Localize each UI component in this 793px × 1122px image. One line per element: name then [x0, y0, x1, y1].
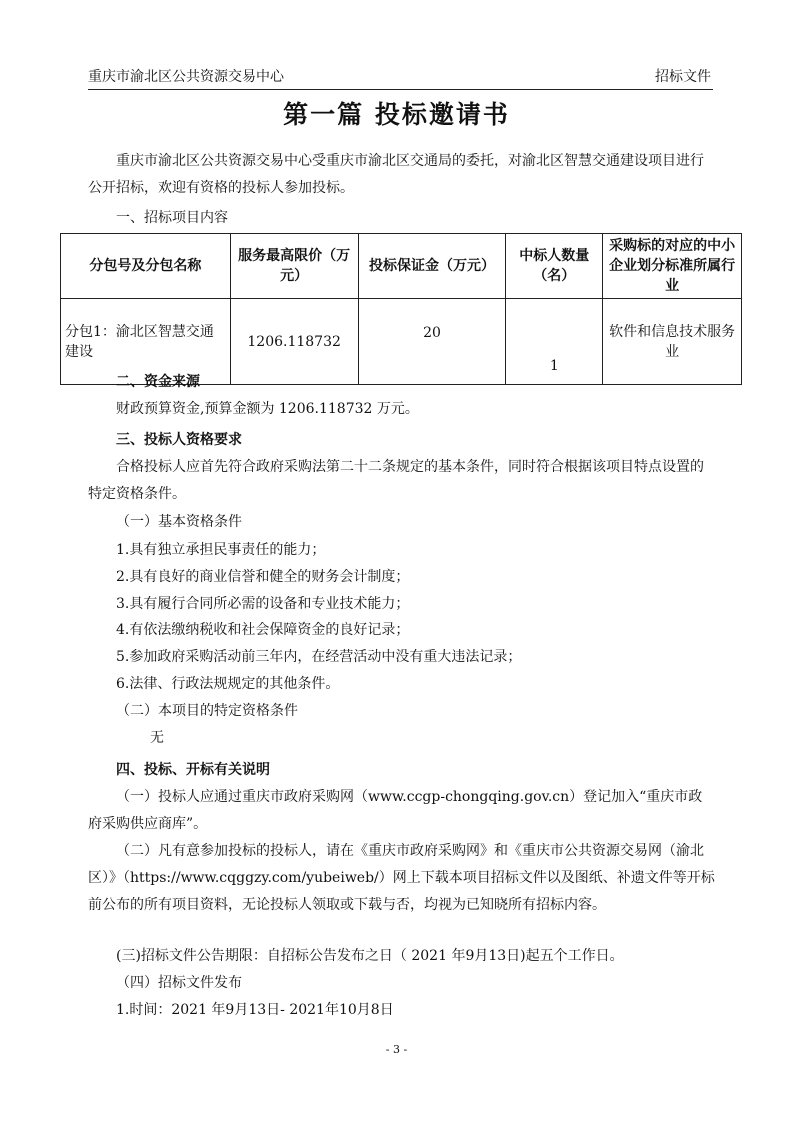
section3-heading: 三、投标人资格要求	[116, 432, 242, 448]
section1-heading: 一、招标项目内容	[116, 210, 228, 226]
page-title: 第一篇 投标邀请书	[283, 100, 510, 129]
intro-paragraph: 重庆市渝北区公共资源交易中心受重庆市渝北区交通局的委托，对渝北区智慧交通建设项目进行公开招标，欢迎有资格的投标人参加投标。	[88, 153, 704, 196]
section4-para-3: (三)招标文件公告期限：自招标公告发布之日（ 2021 年9月13日)起五个工作日。	[116, 948, 624, 964]
section2-text: 财政预算资金,预算金额为 1206.118732 万元。	[116, 401, 419, 417]
list-item: 6.法律、行政法规规定的其他条件。	[116, 676, 340, 692]
section4-heading: 四、投标、开标有关说明	[116, 762, 270, 778]
table-header-row	[61, 234, 742, 299]
header-divider	[88, 89, 713, 90]
table-cell-package: 分包1：渝北区智慧交通建设	[61, 299, 231, 385]
table-header-cell: 服务最高限价（万元）	[230, 234, 358, 299]
list-item: 3.具有履行合同所必需的设备和专业技术能力；	[116, 596, 410, 612]
table-header-cell: 分包号及分包名称	[61, 234, 231, 299]
header-org: 重庆市渝北区公共资源交易中心	[88, 69, 284, 85]
table-header-cell: 采购标的对应的中小企业划分标准所属行业	[603, 234, 742, 299]
section2-heading: 二、资金来源	[116, 374, 200, 390]
table-cell-max-price: 1206.118732	[230, 299, 358, 385]
table-cell-industry: 软件和信息技术服务业	[603, 299, 742, 385]
project-table	[60, 233, 742, 385]
table-cell-winner-count: 1	[506, 299, 603, 385]
header-doc-type: 招标文件	[655, 69, 711, 85]
section4-para-1: （一）投标人应通过重庆市政府采购网（www.ccgp-chongqing.gov.cn）登记加入“重庆市政府采购供应商库”。	[88, 789, 703, 832]
page-number: - 3 -	[385, 1043, 408, 1056]
section4-para-2: （二）凡有意参加投标的投标人，请在《重庆市政府采购网》和《重庆市公共资源交易网（渝北区）》（https://www.cqggzy.com/yubeiweb/）网上下载本项目招标文件以及图纸、补遗文件等开标前公布的所有项目资料，无论投标人领取或下载与否，均视为已知晓所有招标内容。	[88, 843, 715, 913]
section3-sub2: （二）本项目的特定资格条件	[116, 703, 298, 719]
section4-para-4: （四）招标文件发布	[116, 975, 242, 991]
table-header-cell: 中标人数量（名）	[506, 234, 603, 299]
list-item: 2.具有良好的商业信誉和健全的财务会计制度；	[116, 569, 410, 585]
section3-sub1: （一）基本资格条件	[116, 514, 242, 530]
list-item: 4.有依法缴纳税收和社会保障资金的良好记录；	[116, 622, 410, 638]
section3-sub2-value: 无	[150, 730, 164, 746]
section3-intro: 合格投标人应首先符合政府采购法第二十二条规定的基本条件，同时符合根据该项目特点设置的特定资格条件。	[88, 459, 704, 502]
list-item: 5.参加政府采购活动前三年内，在经营活动中没有重大违法记录；	[116, 649, 522, 665]
section4-para-5: 1.时间：2021 年9月13日- 2021年10月8日	[116, 1002, 394, 1018]
table-header-cell: 投标保证金（万元）	[358, 234, 506, 299]
list-item: 1.具有独立承担民事责任的能力；	[116, 542, 326, 558]
table-cell-deposit: 20	[358, 299, 506, 385]
